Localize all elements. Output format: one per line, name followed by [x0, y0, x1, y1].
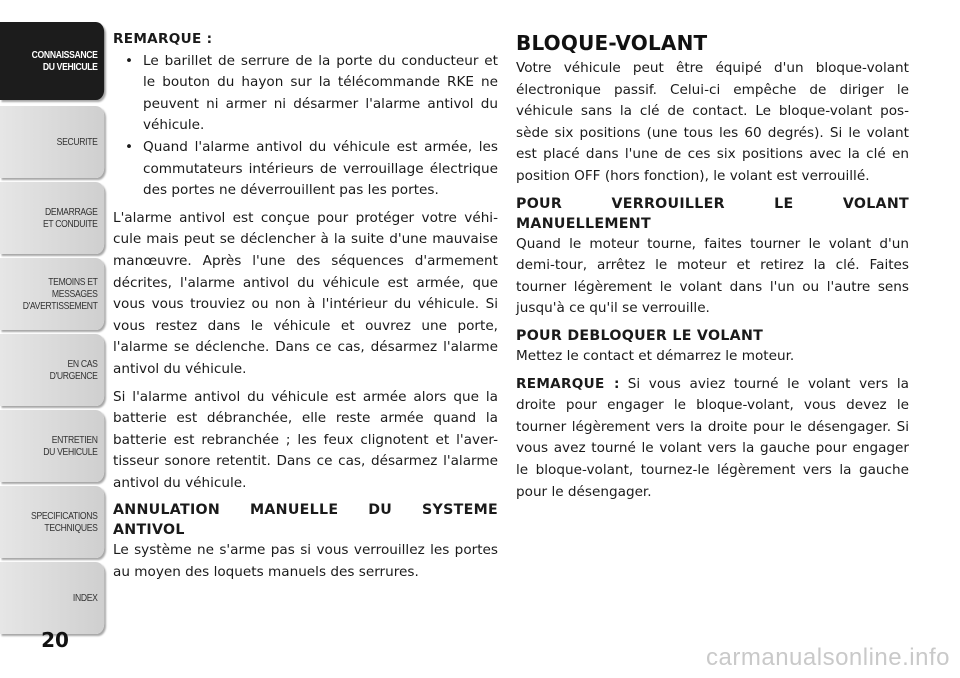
note-text: Si vous aviez tourné le volant vers la droite pour engager le bloque-volant, vous devez le tourner légèrement vers la droite pour le désengager. Si vous avez tourné le volant vers la gauche pour engager le bloque-volant, tournez-le légèrement vers la gauche pour le désengager.: [516, 375, 909, 500]
tab-label-line: ENTRETIEN: [51, 434, 98, 446]
list-item: • Le barillet de serrure de la porte du conducteur et le bouton du hayon sur la télécommande RKE ne peuvent ni armer ni désarmer l'alarme antivol du véhicule.: [113, 51, 498, 137]
note-heading: REMARQUE :: [113, 31, 213, 47]
tab-label-line: DU VEHICULE: [43, 446, 98, 458]
tab-connaissance-du-vehicule[interactable]: [0, 22, 104, 100]
paragraph: Si l'alarme antivol du véhicule est armée alors que la batterie est débranchée, elle reste armée quand la batterie est rebranchée ; les feux clignotent et l'aver-tisseur sonore retentit. Dans ce cas, désarmez l'alarme antivol du véhicule.: [113, 388, 498, 491]
tab-label-line: D'URGENCE: [49, 370, 98, 382]
tab-label-line: DU VEHICULE: [42, 61, 98, 73]
watermark: carmanualsonline.info: [706, 644, 950, 671]
tab-label-line: D'AVERTISSEMENT: [22, 300, 98, 312]
section-heading: ANNULATION MANUELLE DU SYSTEME ANTIVOL: [113, 502, 498, 539]
note-bullet-list: [113, 51, 498, 202]
note-paragraph: [516, 374, 909, 504]
tab-label-line: SECURITE: [56, 136, 98, 148]
tab-label-line: TEMOINS ET: [48, 276, 98, 288]
tab-label-line: ET CONDUITE: [42, 218, 98, 230]
tab-label-line: EN CAS: [67, 358, 98, 370]
right-column: [516, 30, 909, 509]
tab-label-line: SPECIFICATIONS: [31, 510, 98, 522]
paragraph: Le système ne s'arme pas si vous verrouillez les portes au moyen des loquets manuels des serrures.: [113, 542, 498, 581]
subsection-heading: POUR DEBLOQUER LE VOLANT: [516, 327, 764, 344]
subsection-heading: POUR VERROUILLER LE VOLANT MANUELLEMENT: [516, 195, 909, 232]
tab-label-line: INDEX: [72, 592, 98, 604]
paragraph: Votre véhicule peut être équipé d'un bloque-volant électronique passif. Celui-ci empêche de diriger le véhicule sans la clé de contact. Le bloque-volant pos-sède six positions (une tous les 60 degrés). Si le volant est placé dans l'une de ces six positions avec la clé en position OFF (hors fonction), le volant est verrouillé.: [516, 60, 909, 184]
section-title: BLOQUE-VOLANT: [516, 31, 708, 55]
tab-label-line: DEMARRAGE: [45, 206, 98, 218]
tab-temoins-et-messages[interactable]: [0, 258, 104, 330]
tab-index[interactable]: [0, 562, 104, 634]
tab-label-line: TECHNIQUES: [44, 522, 98, 534]
page-number: 20: [41, 628, 69, 652]
list-item: • Quand l'alarme antivol du véhicule est armée, les commutateurs intérieurs de verrouillage électrique des portes ne déverrouillent pas les portes.: [113, 137, 498, 202]
tab-en-cas-d-urgence[interactable]: [0, 334, 104, 406]
left-column: [113, 29, 498, 590]
tab-demarrage-et-conduite[interactable]: [0, 182, 104, 254]
note-label: REMARQUE :: [516, 375, 620, 392]
paragraph: Quand le moteur tourne, faites tourner le volant d'un demi-tour, arrêtez le moteur et retirez la clé. Faites tourner légèrement le volant dans l'un ou l'autre sens jusqu'à ce qu'il se verrouille.: [516, 235, 909, 317]
tab-entretien-du-vehicule[interactable]: [0, 410, 104, 482]
tab-specifications-techniques[interactable]: [0, 486, 104, 558]
tab-securite[interactable]: [0, 106, 104, 178]
paragraph: Mettez le contact et démarrez le moteur.: [516, 347, 795, 364]
tab-label-line: CONNAISSANCE: [31, 49, 98, 61]
tab-label-line: MESSAGES: [51, 288, 98, 300]
paragraph: L'alarme antivol est conçue pour protéger votre véhi-cule mais peut se déclencher à la suite d'une mauvaise manœuvre. Après l'une des séquences d'armement décrites, l'alarme antivol du véhicule est armée, que vous vous trouviez ou non à l'intérieur du véhicule. Si vous restez dans le véhicule et ouvrez une porte, l'alarme se déclenche. Dans ce cas, désarmez l'alarme antivol du véhicule.: [113, 209, 498, 377]
